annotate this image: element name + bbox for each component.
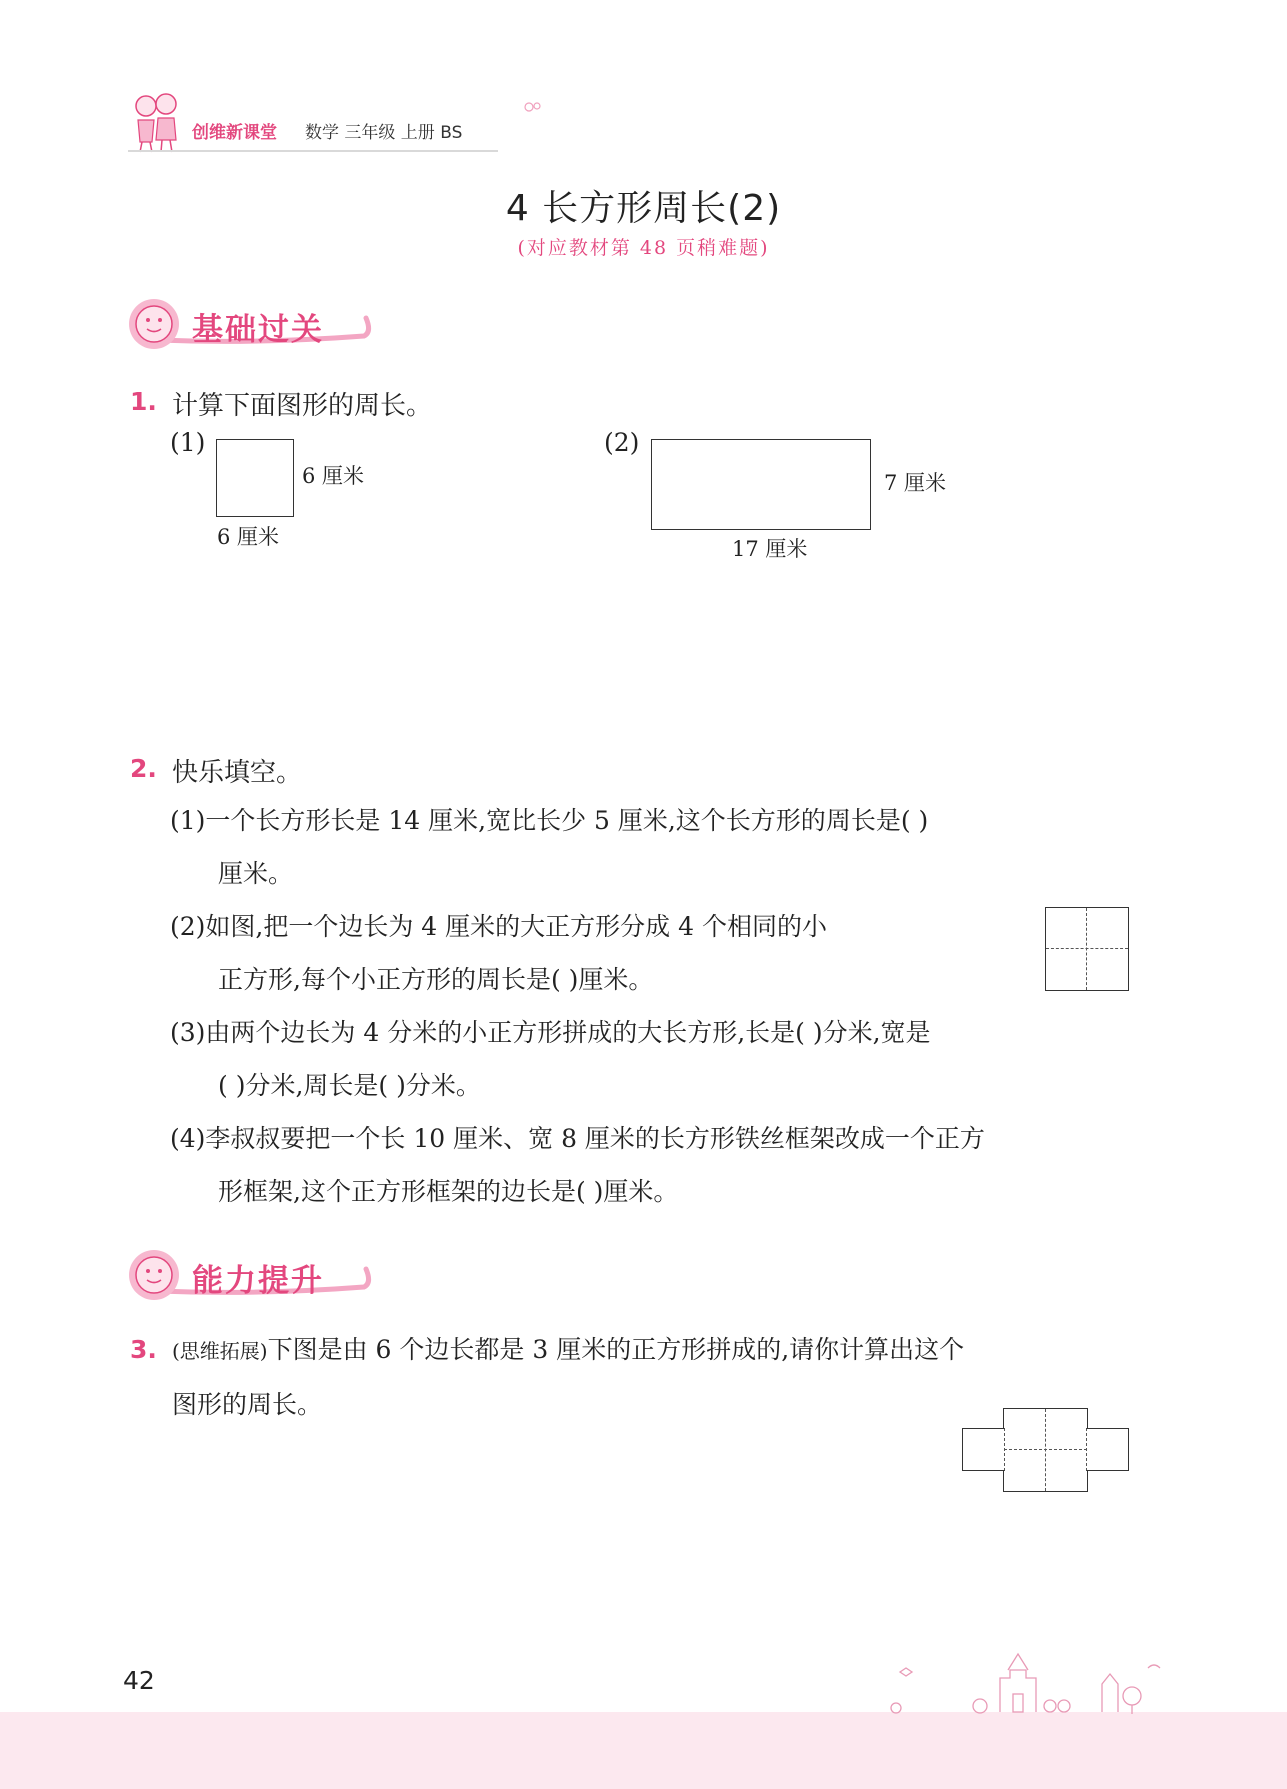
dashed-divider-horizontal	[1004, 1449, 1087, 1450]
q2-part1-line2: 厘米。	[218, 859, 294, 888]
fig2-side-label: 7 厘米	[884, 471, 947, 495]
q2-part4-line2: 形框架,这个正方形框架的边长是( )厘米。	[218, 1177, 679, 1206]
lesson-subtitle: (对应教材第 48 页稍难题)	[517, 237, 770, 259]
q2-part2-line1: (2)如图,把一个边长为 4 厘米的大正方形分成 4 个相同的小	[170, 912, 827, 941]
q2-part4-line1: (4)李叔叔要把一个长 10 厘米、宽 8 厘米的长方形铁丝框架改成一个正方	[170, 1124, 985, 1153]
question-1-number: 1.	[130, 387, 157, 416]
left-square	[962, 1428, 1005, 1471]
question-3-text: 下图是由 6 个边长都是 3 厘米的正方形拼成的,请你计算出这个	[267, 1335, 965, 1364]
section-title-advance: 能力提升	[192, 1263, 324, 1299]
question-3-line1	[172, 1320, 964, 1383]
lesson-title: 4 长方形周长(2)	[505, 188, 782, 229]
question-2-number: 2.	[130, 754, 157, 783]
header-divider	[128, 150, 498, 152]
center-block	[1003, 1408, 1088, 1492]
right-square	[1086, 1428, 1129, 1471]
section-banner-advance	[128, 1247, 373, 1303]
q2-part1-line1: (1)一个长方形长是 14 厘米,宽比长少 5 厘米,这个长方形的周长是( )	[170, 806, 929, 835]
dashed-divider-horizontal	[1046, 948, 1128, 949]
dashed-divider-vertical	[1045, 1409, 1046, 1491]
flower-icon	[522, 98, 544, 116]
dashed-divider-vertical	[1086, 908, 1087, 990]
rectangle-figure	[651, 439, 871, 530]
q2-part2-line2: 正方形,每个小正方形的周长是( )厘米。	[218, 965, 654, 994]
brand-name: 创维新课堂	[192, 123, 277, 143]
q2-part3-line2: ( )分米,周长是( )分米。	[218, 1071, 481, 1100]
section-banner-basic	[128, 296, 373, 352]
footer-band	[0, 1712, 1287, 1789]
divided-square-figure	[1045, 907, 1129, 991]
six-squares-figure	[962, 1408, 1128, 1492]
question-3-line2: 图形的周长。	[172, 1390, 323, 1419]
question-2-text: 快乐填空。	[172, 758, 303, 788]
question-1-text: 计算下面图形的周长。	[172, 391, 433, 421]
question-3-tag: (思维拓展)	[172, 1339, 268, 1363]
fig2-bottom-label: 17 厘米	[732, 537, 808, 561]
section-title-basic: 基础过关	[192, 312, 324, 348]
fig1-side-label: 6 厘米	[302, 464, 365, 488]
fig1-label: (1)	[170, 428, 206, 457]
q2-part3-line1: (3)由两个边长为 4 分米的小正方形拼成的大长方形,长是( )分米,宽是	[170, 1018, 931, 1047]
fig2-label: (2)	[604, 428, 640, 457]
subject-info: 数学 三年级 上册 BS	[305, 123, 463, 143]
castle-illustration	[880, 1650, 1170, 1718]
square-figure	[216, 439, 294, 517]
question-3-number: 3.	[130, 1335, 157, 1364]
fig1-bottom-label: 6 厘米	[217, 525, 280, 549]
kids-illustration	[128, 90, 184, 154]
page-number: 42	[123, 1666, 155, 1695]
